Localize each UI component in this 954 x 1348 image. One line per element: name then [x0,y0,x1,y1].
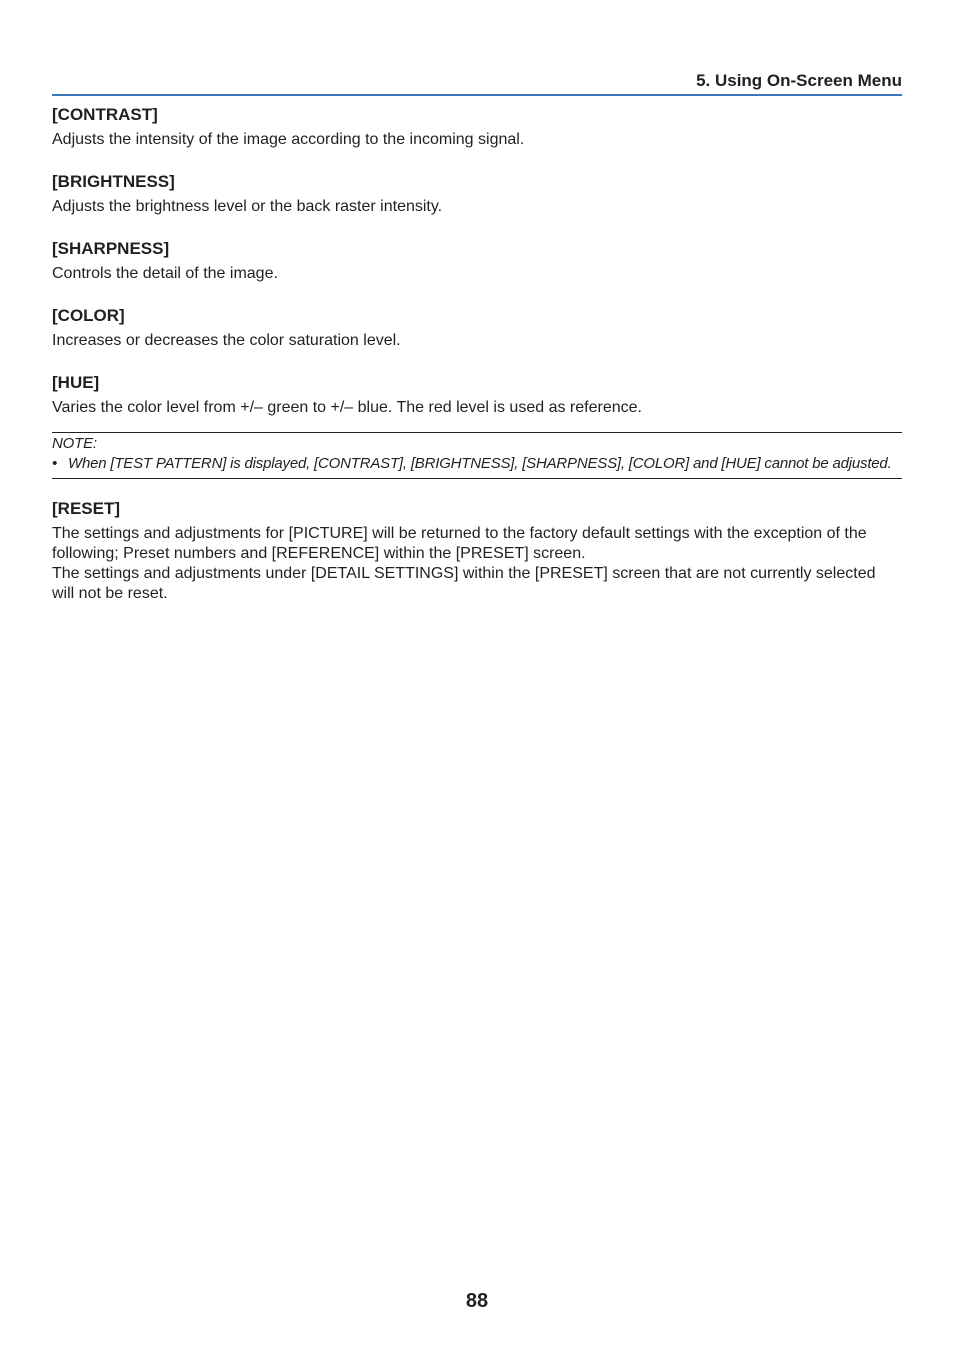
reset-paragraph: The settings and adjustments for [PICTURE] will be returned to the factory default settings with the exception of the following; Preset numbers and [REFERENCE] within the [PRESET] screen. [52,525,867,562]
section-hue [52,372,902,418]
page-header [52,70,902,96]
note-label: NOTE: [52,435,97,452]
section-body: Controls the detail of the image. [52,265,278,282]
section-heading: [COLOR] [52,306,125,325]
section-heading: [CONTRAST] [52,105,158,124]
section-brightness [52,171,902,217]
chapter-title: 5. Using On-Screen Menu [696,71,902,90]
note-box [52,432,902,479]
section-heading: [BRIGHTNESS] [52,172,175,191]
section-sharpness [52,238,902,284]
bullet-icon: • [52,455,58,472]
section-body: Increases or decreases the color saturation level. [52,332,401,349]
section-reset [52,498,902,604]
section-body: Adjusts the brightness level or the back raster intensity. [52,198,443,215]
section-body: Adjusts the intensity of the image according to the incoming signal. [52,131,525,148]
note-item [52,454,902,474]
reset-paragraph: The settings and adjustments under [DETAIL SETTINGS] within the [PRESET] screen that are not currently selected will not be reset. [52,565,876,602]
section-heading: [SHARPNESS] [52,239,170,258]
note-text: When [TEST PATTERN] is displayed, [CONTRAST], [BRIGHTNESS], [SHARPNESS], [COLOR] and [HUE] cannot be adjusted. [68,455,892,472]
section-body: Varies the color level from +/– green to +/– blue. The red level is used as reference. [52,399,642,416]
section-heading: [RESET] [52,499,120,518]
section-body [52,524,902,604]
section-heading: [HUE] [52,373,100,392]
page-content [52,104,902,604]
section-contrast [52,104,902,150]
page-number: 88 [465,1290,489,1312]
section-color [52,305,902,351]
